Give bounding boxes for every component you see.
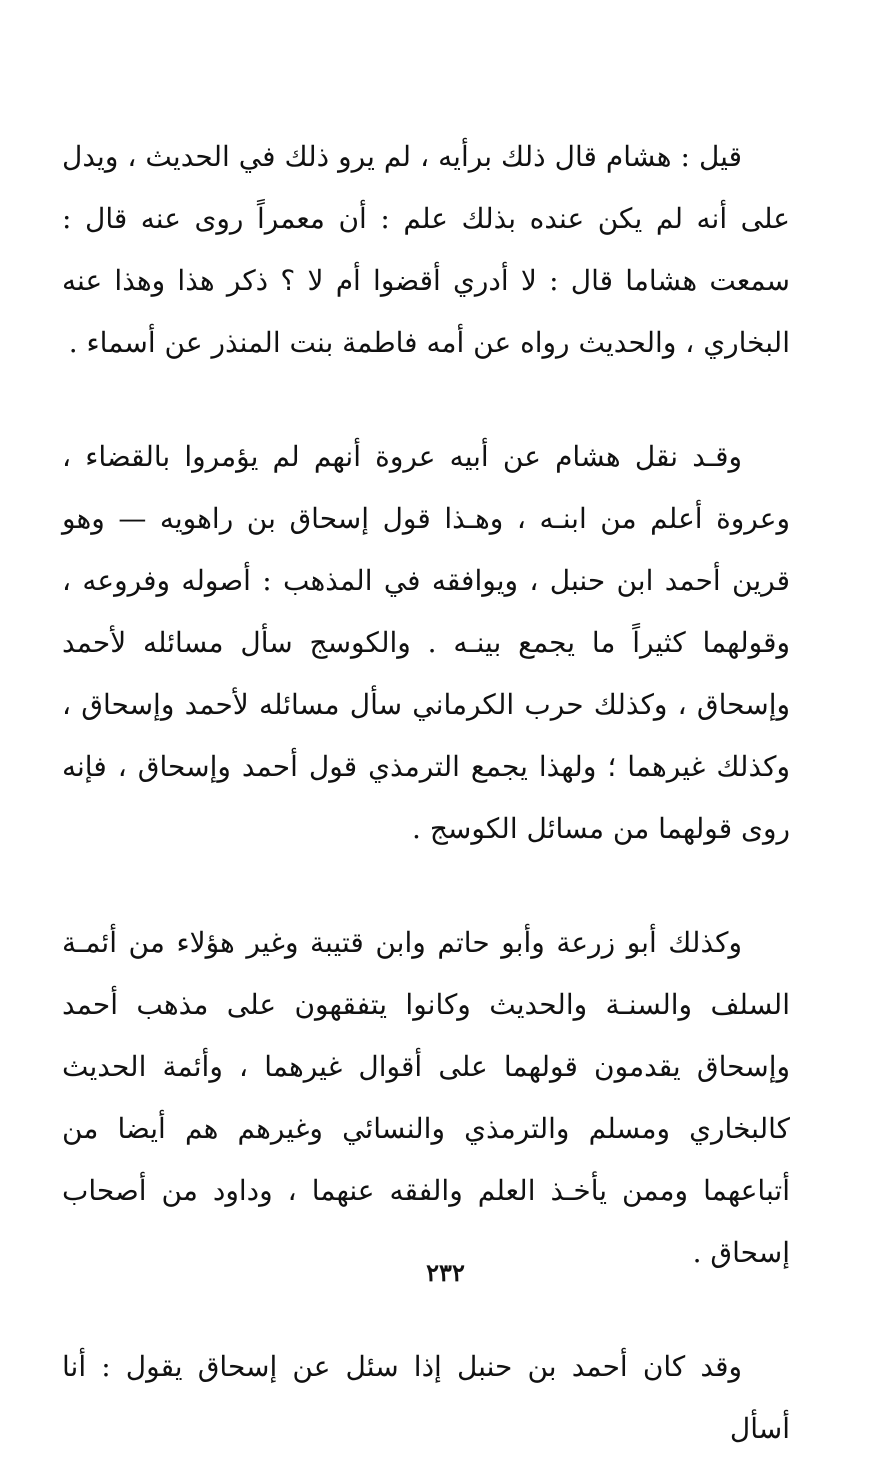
paragraph-3: وكذلك أبو زرعة وأبو حاتم وابن قتيبة وغير هؤلاء من أئمـة السلف والسنـة والحديث وكانوا يتفقهون على مذهب أحمد وإسحاق يقدمون قولهما على أقوال غيرهما ، وأئمة الحديث كالبخاري ومسلم والترمذي والنسائي وغيرهم هم أيضا من أتباعهما وممن يأخـذ العلم والفقه عنهما ، وداود من أصحاب إسحاق .	[62, 926, 790, 1269]
paragraph-2: وقـد نقل هشام عن أبيه عروة أنهم لم يؤمروا بالقضاء ، وعروة أعلم من ابنـه ، وهـذا قول إسحاق بن راهويه — وهو قرين أحمد ابن حنبل ، ويوافقه في المذهب : أصوله وفروعه ، وقولهما كثيراً ما يجمع بينـه . والكوسج سأل مسائله لأحمد وإسحاق ، وكذلك حرب الكرماني سأل مسائله لأحمد وإسحاق ، وكذلك غيرهما ؛ ولهذا يجمع الترمذي قول أحمد وإسحاق ، فإنه روى قولهما من مسائل الكوسج .	[62, 440, 790, 845]
page-number: ٢٣٢	[426, 1258, 465, 1287]
paragraph-4: وقد كان أحمد بن حنبل إذا سئل عن إسحاق يقول : أنا أسأل	[62, 1350, 790, 1445]
paragraph-1: قيل : هشام قال ذلك برأيه ، لم يرو ذلك في الحديث ، ويدل على أنه لم يكن عنده بذلك علم : أن معمراً روى عنه قال : سمعت هشاما قال : لا أدري أقضوا أم لا ؟ ذكر هذا وهذا عنه البخاري ، والحديث رواه عن أمه فاطمة بنت المنذر عن أسماء .	[62, 140, 790, 359]
